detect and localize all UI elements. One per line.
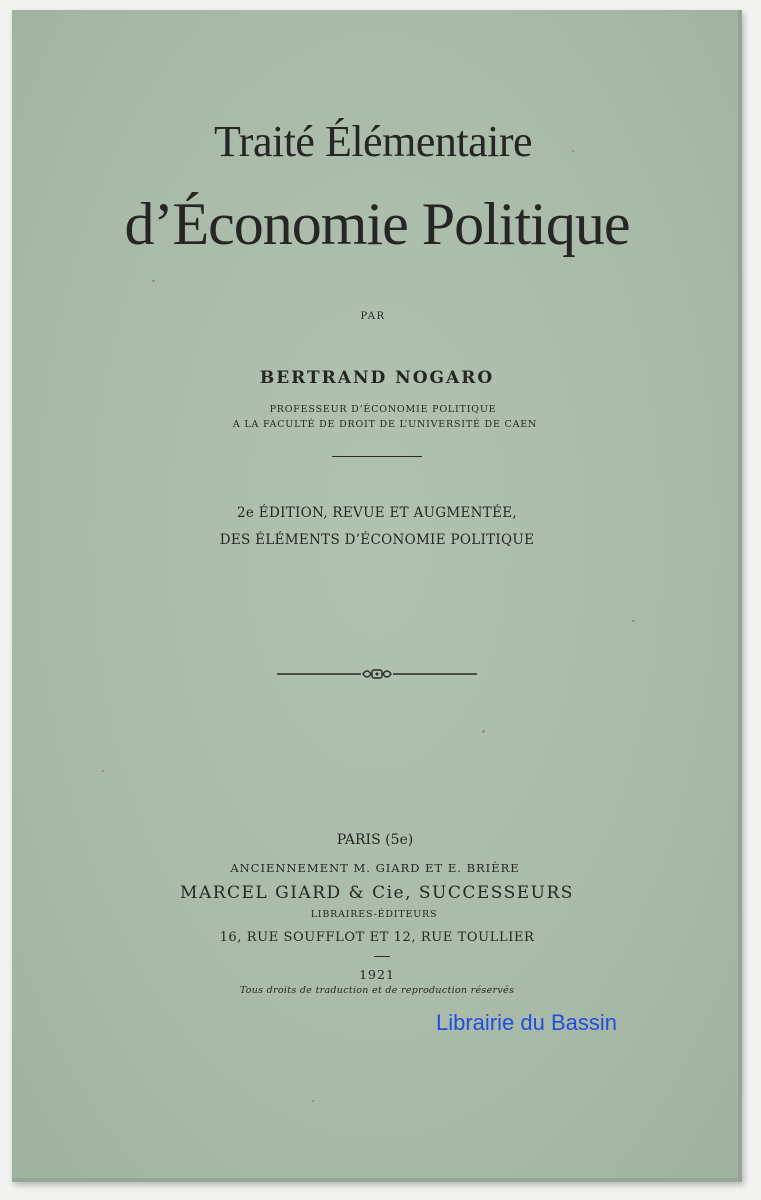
title-line-2: d’Économie Politique <box>124 191 630 257</box>
publisher-name: MARCEL GIARD & Cie, SUCCESSEURS <box>180 883 574 903</box>
ornament-divider <box>277 664 477 684</box>
short-dash <box>374 956 390 957</box>
paper-fleck <box>632 620 635 622</box>
edition-line-2: DES ÉLÉMENTS D’ÉCONOMIE POLITIQUE <box>219 532 535 548</box>
by-label: PAR <box>360 311 386 322</box>
book-cover <box>12 10 742 1182</box>
former-publishers: ANCIENNEMENT M. GIARD ET E. BRIÈRE <box>230 861 520 875</box>
author-affiliation-line-1: PROFESSEUR D’ÉCONOMIE POLITIQUE <box>269 404 497 415</box>
edition-line-1: 2e ÉDITION, REVUE ET AUGMENTÉE, <box>237 505 517 521</box>
author-affiliation-line-2: A LA FACULTÉ DE DROIT DE L’UNIVERSITÉ DE CAEN <box>232 419 538 430</box>
paper-fleck <box>572 150 574 152</box>
publisher-role: LIBRAIRES-ÉDITEURS <box>310 909 438 920</box>
rights-notice: Tous droits de traduction et de reproduction réservés <box>239 985 515 996</box>
paper-fleck <box>152 280 155 282</box>
bookseller-watermark: Librairie du Bassin <box>436 1010 617 1035</box>
paper-fleck <box>102 770 104 772</box>
title-line-1: Traité Élémentaire <box>213 117 533 166</box>
author-name: BERTRAND NOGARO <box>259 368 495 388</box>
publication-year: 1921 <box>359 967 395 982</box>
publication-city: PARIS (5e) <box>336 832 414 848</box>
paper-fleck <box>312 1100 314 1102</box>
paper-fleck <box>482 730 485 733</box>
divider-rule <box>332 456 422 457</box>
publisher-address: 16, RUE SOUFFLOT ET 12, RUE TOULLIER <box>219 930 535 945</box>
